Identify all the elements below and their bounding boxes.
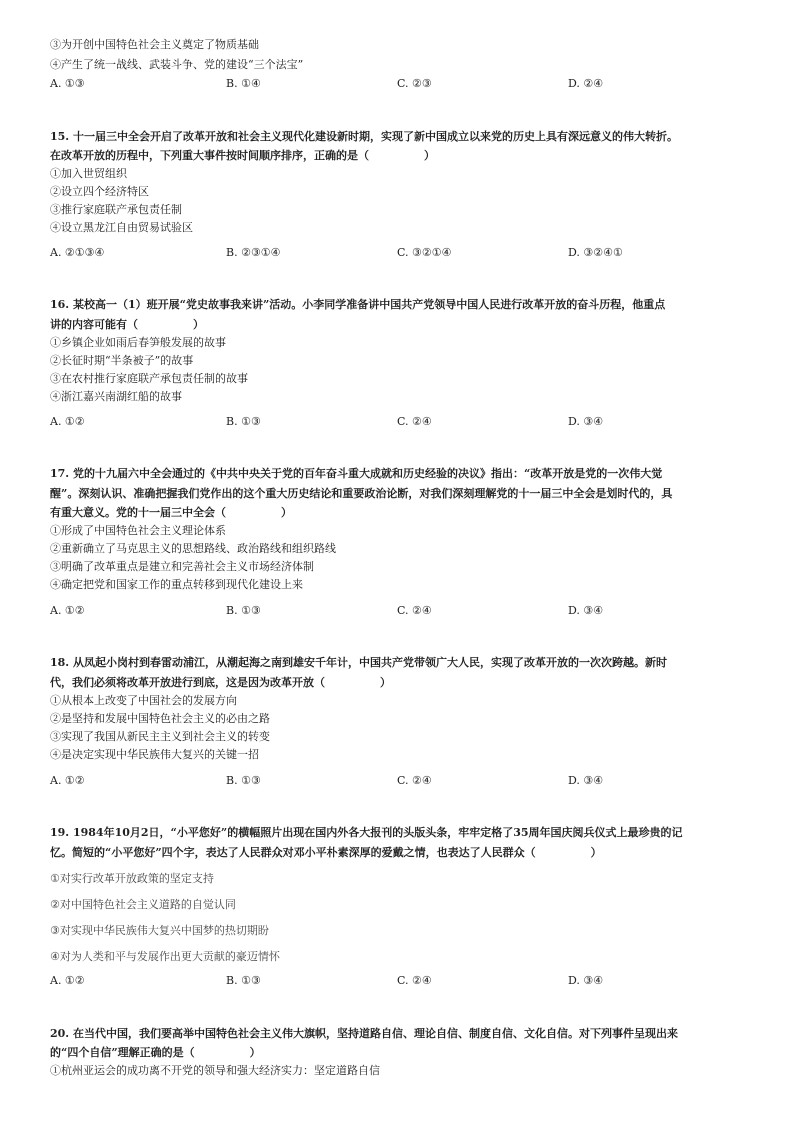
question-18-item-4: ④是决定实现中华民族伟大复兴的关键一招	[50, 748, 259, 761]
choice-b[interactable]: B. ①③	[226, 774, 261, 787]
question-19-item-2: ②对中国特色社会主义道路的自觉认同	[50, 898, 236, 911]
choice-c[interactable]: C. ②③	[397, 77, 432, 90]
question-15-stem-line-2: 在改革开放的历程中，下列重大事件按时间顺序排序，正确的是（ ）	[50, 149, 435, 162]
question-18-item-1: ①从根本上改变了中国社会的发展方向	[50, 694, 237, 707]
question-16-item-1: ①乡镇企业如雨后春笋般发展的故事	[50, 336, 226, 349]
choice-b[interactable]: B. ①④	[226, 77, 261, 90]
question-17-stem-line-3: 有重大意义。党的十一届三中全会（ ）	[50, 506, 292, 519]
question-16-stem-line-1: 16. 某校高一（1）班开展“党史故事我来讲”活动。小李同学准备讲中国共产党领导中国人民进行改革开放的奋斗历程，他重点	[50, 298, 666, 311]
question-19-item-1: ①对实行改革开放政策的坚定支持	[50, 872, 214, 885]
choice-a[interactable]: A. ②①③④	[50, 246, 105, 259]
question-15-item-2: ②设立四个经济特区	[50, 185, 149, 198]
choice-d[interactable]: D. ③④	[568, 604, 604, 617]
choice-b[interactable]: B. ②③①④	[226, 246, 281, 259]
question-17-item-2: ②重新确立了马克思主义的思想路线、政治路线和组织路线	[50, 542, 336, 555]
question-18-choices	[50, 774, 750, 788]
choice-d[interactable]: D. ②④	[568, 77, 604, 90]
question-17-choices	[50, 604, 750, 618]
choice-a[interactable]: A. ①②	[50, 774, 85, 787]
choice-c[interactable]: C. ②④	[397, 604, 432, 617]
question-19-stem-line-2: 忆。简短的“小平您好”四个字，表达了人民群众对邓小平朴素深厚的爱戴之情，也表达了人民群众（ ）	[50, 846, 602, 859]
question-16-stem-line-2: 讲的内容可能有（ ）	[50, 318, 204, 331]
question-18-item-3: ③实现了我国从新民主主义到社会主义的转变	[50, 730, 270, 743]
choice-b[interactable]: B. ①③	[226, 415, 261, 428]
question-15-item-3: ③推行家庭联产承包责任制	[50, 203, 182, 216]
question-17-item-1: ①形成了中国特色社会主义理论体系	[50, 524, 226, 537]
question-18-stem-line-2: 代，我们必须将改革开放进行到底，这是因为改革开放（ ）	[50, 676, 391, 689]
choice-d[interactable]: D. ③④	[568, 774, 604, 787]
choice-c[interactable]: C. ③②①④	[397, 246, 452, 259]
question-17-item-3: ③明确了改革重点是建立和完善社会主义市场经济体制	[50, 560, 314, 573]
question-15-choices	[50, 246, 750, 260]
choice-a[interactable]: A. ①②	[50, 415, 85, 428]
question-15-item-4: ④设立黑龙江自由贸易试验区	[50, 221, 193, 234]
question-19-item-4: ④对为人类和平与发展作出更大贡献的豪迈情怀	[50, 950, 280, 963]
choice-c[interactable]: C. ②④	[397, 974, 432, 987]
question-16-item-3: ③在农村推行家庭联产承包责任制的故事	[50, 372, 248, 385]
question-19-stem-line-1: 19. 1984年10月2日，“小平您好”的横幅照片出现在国内外各大报刊的头版头条，牢牢定格了35周年国庆阅兵仪式上最珍贵的记	[50, 826, 683, 839]
question-15-item-1: ①加入世贸组织	[50, 167, 127, 180]
question-16-item-4: ④浙江嘉兴南湖红船的故事	[50, 390, 182, 403]
choice-d[interactable]: D. ③④	[568, 974, 604, 987]
option-item-3: ③为开创中国特色社会主义奠定了物质基础	[50, 38, 259, 51]
question-19-item-3: ③对实现中华民族伟大复兴中国梦的热切期盼	[50, 924, 269, 937]
choice-a[interactable]: A. ①②	[50, 974, 85, 987]
question-17-stem-line-1: 17. 党的十九届六中全会通过的《中共中央关于党的百年奋斗重大成就和历史经验的决议》指出：“改革开放是党的一次伟大觉	[50, 467, 663, 480]
question-17-item-4: ④确定把党和国家工作的重点转移到现代化建设上来	[50, 578, 303, 591]
question-17-stem-line-2: 醒”。深刻认识、准确把握我们党作出的这个重大历史结论和重要政治论断，对我们深刻理解党的十一届三中全会是划时代的，具	[50, 487, 673, 500]
question-16-choices	[50, 415, 750, 429]
choice-a[interactable]: A. ①③	[50, 77, 85, 90]
question-16-item-2: ②长征时期“半条被子”的故事	[50, 354, 194, 367]
option-item-4: ④产生了统一战线、武装斗争、党的建设“三个法宝”	[50, 58, 304, 71]
question-15-stem-line-1: 15. 十一届三中全会开启了改革开放和社会主义现代化建设新时期，实现了新中国成立以来党的历史上具有深远意义的伟大转折。	[50, 130, 678, 143]
question-20-stem-line-1: 20. 在当代中国，我们要高举中国特色社会主义伟大旗帜，坚持道路自信、理论自信、制度自信、文化自信。对下列事件呈现出来	[50, 1027, 678, 1040]
question-18-item-2: ②是坚持和发展中国特色社会主义的必由之路	[50, 712, 270, 725]
question-18-stem-line-1: 18. 从凤起小岗村到春雷动浦江，从潮起海之南到雄安千年计，中国共产党带领广大人民，实现了改革开放的一次次跨越。新时	[50, 656, 667, 669]
answer-choices	[50, 77, 750, 91]
choice-c[interactable]: C. ②④	[397, 415, 432, 428]
question-19-choices	[50, 974, 750, 988]
choice-b[interactable]: B. ①③	[226, 974, 261, 987]
choice-c[interactable]: C. ②④	[397, 774, 432, 787]
question-20-item-1: ①杭州亚运会的成功离不开党的领导和强大经济实力：坚定道路自信	[50, 1064, 380, 1077]
choice-d[interactable]: D. ③②④①	[568, 246, 623, 259]
choice-d[interactable]: D. ③④	[568, 415, 604, 428]
question-20-stem-line-2: 的“四个自信”理解正确的是（ ）	[50, 1046, 261, 1059]
choice-a[interactable]: A. ①②	[50, 604, 85, 617]
choice-b[interactable]: B. ①③	[226, 604, 261, 617]
